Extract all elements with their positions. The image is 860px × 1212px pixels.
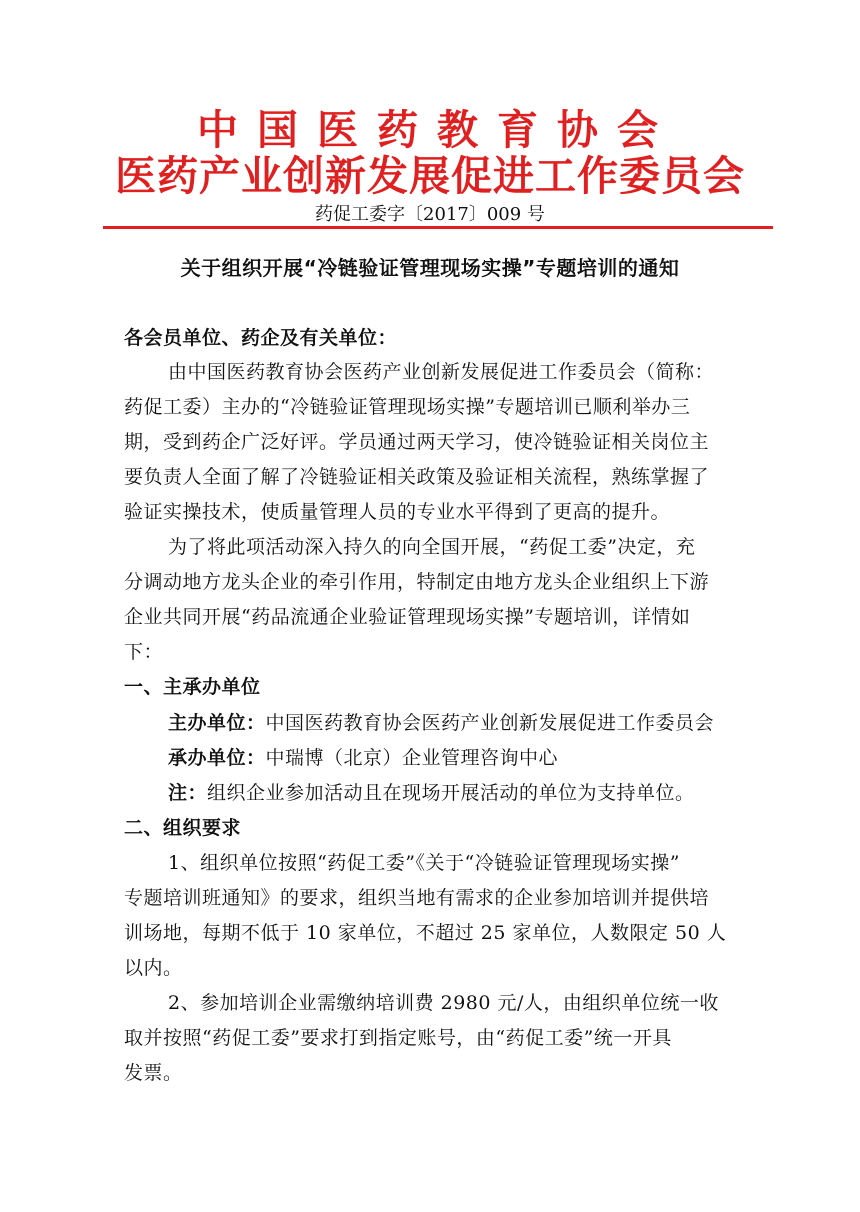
paragraph1-line: 药促工委）主办的“冷链验证管理现场实操”专题培训已顺利举办三 [124, 396, 691, 418]
paragraph1-line: 由中国医药教育协会医药产业创新发展促进工作委员会（简称： [168, 361, 715, 383]
requirement1-line: 训场地，每期不低于 10 家单位，不超过 25 家单位，人数限定 50 人 [124, 922, 727, 944]
paragraph2-line: 分调动地方龙头企业的牵引作用，特制定由地方龙头企业组织上下游 [124, 571, 710, 593]
notice-title: 关于组织开展“冷链验证管理现场实操”专题培训的通知 [180, 256, 680, 280]
paragraph2-line: 下： [124, 641, 164, 663]
paragraph1-line: 期，受到药企广泛好评。学员通过两天学习，使冷链验证相关岗位主 [124, 431, 710, 453]
section1-heading: 一、主承办单位 [124, 676, 261, 698]
organizer-row [168, 743, 788, 770]
requirement2-line: 2、参加培训企业需缴纳培训费 2980 元/人，由组织单位统一收 [168, 992, 719, 1014]
host-label: 主办单位： [168, 712, 266, 734]
org-name-line2: 医药产业创新发展促进工作委员会 [115, 152, 745, 200]
requirement1-line: 1、组织单位按照“药促工委”《关于“冷链验证管理现场实操” [168, 852, 680, 874]
section2-heading: 二、组织要求 [124, 817, 242, 839]
requirement2-line: 取并按照“药促工委”要求打到指定账号，由“药促工委”统一开具 [124, 1027, 672, 1049]
paragraph1-line: 要负责人全面了解了冷链验证相关政策及验证相关流程，熟练掌握了 [124, 466, 710, 488]
note-value: 组织企业参加活动且在现场开展活动的单位为支持单位。 [207, 782, 695, 804]
salutation: 各会员单位、药企及有关单位： [124, 327, 398, 349]
organizer-value: 中瑞博（北京）企业管理咨询中心 [265, 747, 559, 769]
paragraph2-line: 为了将此项活动深入持久的向全国开展，“药促工委”决定，充 [168, 536, 696, 558]
requirement1-line: 专题培训班通知》的要求，组织当地有需求的企业参加培训并提供培 [124, 887, 710, 909]
requirement1-line: 以内。 [124, 957, 183, 979]
document-number: 药促工委字〔2017〕009 号 [315, 204, 545, 225]
org-name-line1: 中国医药教育协会 [197, 106, 677, 154]
paragraph2-line: 企业共同开展“药品流通企业验证管理现场实操”专题培训，详情如 [124, 606, 691, 628]
requirement2-line: 发票。 [124, 1062, 183, 1084]
host-row [168, 708, 788, 735]
header-divider [103, 226, 773, 229]
paragraph1-line: 验证实操技术，使质量管理人员的专业水平得到了更高的提升。 [124, 501, 671, 523]
note-label: 注： [168, 782, 208, 804]
host-value: 中国医药教育协会医药产业创新发展促进工作委员会 [265, 712, 715, 734]
organizer-label: 承办单位： [168, 747, 266, 769]
note-row [168, 778, 788, 805]
